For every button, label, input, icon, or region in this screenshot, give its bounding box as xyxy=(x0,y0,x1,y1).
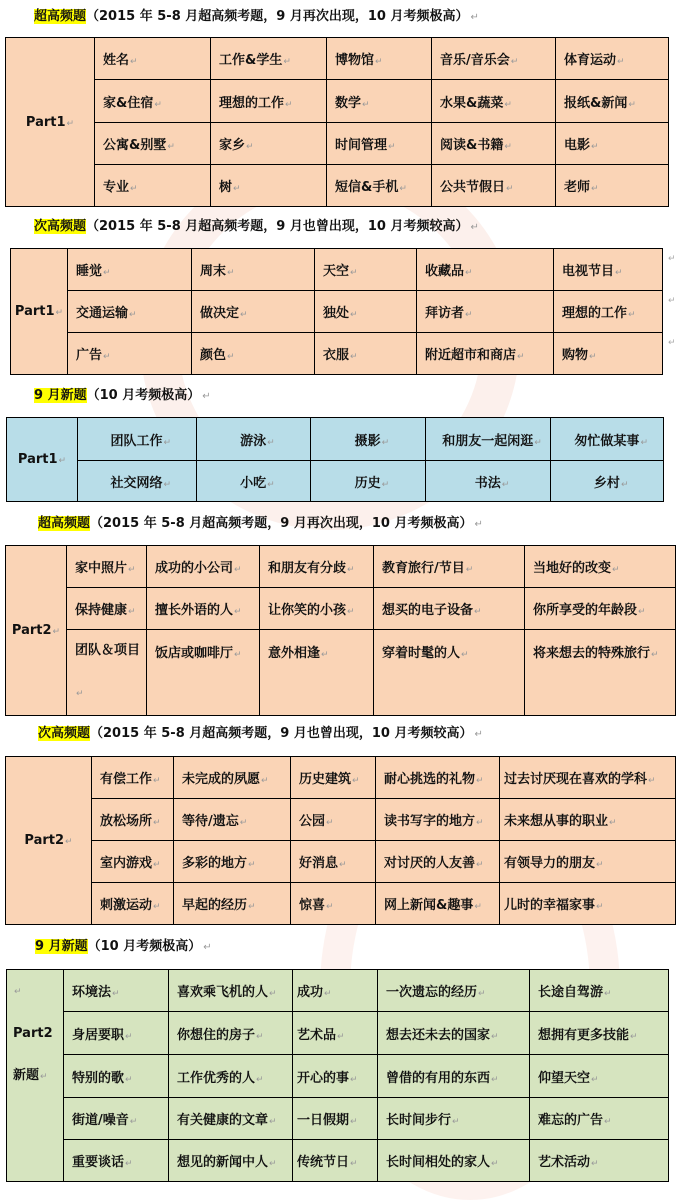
topic-cell: 艺术品↵ xyxy=(293,1012,378,1055)
topic-cell: 电视节目↵ xyxy=(554,249,663,291)
topic-cell: 等待/遗忘↵ xyxy=(174,799,291,841)
topic-cell: 穿着时髦的人↵ xyxy=(374,630,525,716)
heading-text: （2015 年 5-8 月超高频考题，9 月也曾出现，10 月考频较高） xyxy=(90,726,473,741)
topic-cell: 老师↵ xyxy=(556,165,669,207)
topic-cell: 意外相逢↵ xyxy=(260,630,374,716)
topic-cell: 室内游戏↵ xyxy=(92,841,174,883)
heading-text: （10 月考频极高） xyxy=(86,388,201,403)
topic-cell: 成功的小公司↵ xyxy=(147,546,260,588)
row-end-mark: ↵ xyxy=(668,338,676,348)
topic-cell: 有偿工作↵ xyxy=(92,757,174,799)
topic-cell: 传统节日↵ xyxy=(293,1140,378,1182)
topic-cell: 你想住的房子↵ xyxy=(169,1012,293,1055)
topic-cell: 网上新闻&趣事↵ xyxy=(376,883,500,925)
topic-cell: 睡觉↵ xyxy=(68,249,192,291)
topic-cell: 社交网络↵ xyxy=(77,461,196,502)
topic-cell: 一日假期↵ xyxy=(293,1098,378,1140)
topic-cell: 短信&手机↵ xyxy=(327,165,432,207)
heading-highlight: 次高频题 xyxy=(38,726,91,741)
topic-cell: 刺激运动↵ xyxy=(92,883,174,925)
topic-cell: 当地好的改变↵ xyxy=(525,546,676,588)
topic-cell: 想买的电子设备↵ xyxy=(374,588,525,630)
topic-cell: 想去还未去的国家↵ xyxy=(378,1012,530,1055)
topic-cell: 理想的工作↵ xyxy=(554,291,663,333)
topic-cell: 公园↵ xyxy=(291,799,376,841)
topic-cell: 专业↵ xyxy=(95,165,211,207)
topic-cell: 数学↵ xyxy=(327,80,432,123)
topic-table-part2-second-high xyxy=(5,756,676,925)
section-heading-part1-super-high: 超高频题（2015 年 5-8 月超高频考题，9 月再次出现，10 月考频极高） ↵ xyxy=(34,9,479,24)
part-number: Part2 xyxy=(13,1026,53,1041)
topic-cell: 报纸&新闻↵ xyxy=(556,80,669,123)
heading-text: （2015 年 5-8 月超高频考题，9 月再次出现，10 月考频极高） xyxy=(86,9,469,24)
topic-cell: 未完成的夙愿↵ xyxy=(174,757,291,799)
topic-cell: 家乡↵ xyxy=(211,123,327,165)
topic-cell: 教育旅行/节目↵ xyxy=(374,546,525,588)
heading-highlight: 超高频题 xyxy=(34,9,87,24)
topic-cell: 曾借的有用的东西↵ xyxy=(378,1055,530,1098)
heading-text: （10 月考频极高） xyxy=(87,939,202,954)
topic-cell: 和朋友有分歧↵ xyxy=(260,546,374,588)
topic-cell: 拜访者↵ xyxy=(417,291,554,333)
topic-cell: 交通运输↵ xyxy=(68,291,192,333)
topic-cell: 有领导力的朋友↵ xyxy=(500,841,676,883)
topic-cell: 历史建筑↵ xyxy=(291,757,376,799)
topic-cell: 颜色↵ xyxy=(192,333,315,375)
topic-cell: 附近超市和商店↵ xyxy=(417,333,554,375)
topic-cell: 重要谈话↵ xyxy=(64,1140,169,1182)
topic-cell: 想拥有更多技能↵ xyxy=(530,1012,669,1055)
topic-cell: 早起的经历↵ xyxy=(174,883,291,925)
topic-cell: 想见的新闻中人↵ xyxy=(169,1140,293,1182)
topic-cell: 儿时的幸福家事↵ xyxy=(500,883,676,925)
topic-cell: 成功↵ xyxy=(293,970,378,1012)
topic-cell: 购物↵ xyxy=(554,333,663,375)
part-label: Part1↵ xyxy=(6,38,95,207)
topic-cell: 公寓&别墅↵ xyxy=(95,123,211,165)
topic-cell: 长时间相处的家人↵ xyxy=(378,1140,530,1182)
topic-cell: 收藏品↵ xyxy=(417,249,554,291)
topic-table-part1-super-high xyxy=(5,37,669,207)
section-heading-part2-second-high: 次高频题（2015 年 5-8 月超高频考题，9 月也曾出现，10 月考频较高） ↵ xyxy=(38,726,483,741)
topic-cell: 环境法↵ xyxy=(64,970,169,1012)
part-sublabel: 新题 xyxy=(13,1068,40,1083)
topic-cell: 游泳↵ xyxy=(196,418,311,461)
part-label: Part2↵ xyxy=(6,757,92,925)
topic-cell: 家中照片↵ xyxy=(67,546,147,588)
topic-cell: 衣服↵ xyxy=(315,333,417,375)
topic-cell: 艺术活动↵ xyxy=(530,1140,669,1182)
row-end-mark: ↵ xyxy=(668,254,676,264)
heading-highlight: 9 月新题 xyxy=(35,939,88,954)
topic-cell: 身居要职↵ xyxy=(64,1012,169,1055)
topic-cell: 姓名↵ xyxy=(95,38,211,80)
topic-cell: 家&住宿↵ xyxy=(95,80,211,123)
topic-cell: 过去讨厌现在喜欢的学科↵ xyxy=(500,757,676,799)
topic-cell: 书法↵ xyxy=(425,461,551,502)
topic-cell: 乡村↵ xyxy=(551,461,664,502)
heading-highlight: 超高频题 xyxy=(38,516,91,531)
topic-cell: 历史↵ xyxy=(311,461,426,502)
topic-cell: 周末↵ xyxy=(192,249,315,291)
topic-cell: 惊喜↵ xyxy=(291,883,376,925)
topic-cell: 仰望天空↵ xyxy=(530,1055,669,1098)
topic-cell: 团队工作↵ xyxy=(77,418,196,461)
topic-cell: 独处↵ xyxy=(315,291,417,333)
topic-table-part1-september-new xyxy=(6,417,664,502)
topic-cell: 读书写字的地方↵ xyxy=(376,799,500,841)
topic-cell: 广告↵ xyxy=(68,333,192,375)
topic-cell: 公共节假日↵ xyxy=(432,165,556,207)
topic-cell: 喜欢乘飞机的人↵ xyxy=(169,970,293,1012)
topic-cell: 好消息↵ xyxy=(291,841,376,883)
topic-cell: 特别的歌↵ xyxy=(64,1055,169,1098)
part-label: ↵ Part2 新题↵ xyxy=(7,970,64,1182)
part-label: Part1↵ xyxy=(7,418,78,502)
topic-cell: 理想的工作↵ xyxy=(211,80,327,123)
part-label: Part2↵ xyxy=(6,546,67,716)
topic-cell: 一次遗忘的经历↵ xyxy=(378,970,530,1012)
topic-cell: 开心的事↵ xyxy=(293,1055,378,1098)
section-heading-part1-september-new: 9 月新题（10 月考频极高） ↵ xyxy=(34,388,211,403)
topic-cell: 对讨厌的人友善↵ xyxy=(376,841,500,883)
topic-table-part2-september-new xyxy=(6,969,669,1182)
topic-cell: 擅长外语的人↵ xyxy=(147,588,260,630)
topic-cell: 街道/噪音↵ xyxy=(64,1098,169,1140)
topic-cell: 匆忙做某事↵ xyxy=(551,418,664,461)
topic-cell: 让你笑的小孩↵ xyxy=(260,588,374,630)
topic-cell: 和朋友一起闲逛↵ xyxy=(425,418,551,461)
topic-cell: 摄影↵ xyxy=(311,418,426,461)
topic-cell: 保持健康↵ xyxy=(67,588,147,630)
topic-cell: 阅读&书籍↵ xyxy=(432,123,556,165)
topic-cell: 饭店或咖啡厅↵ xyxy=(147,630,260,716)
topic-cell: 长时间步行↵ xyxy=(378,1098,530,1140)
topic-cell: 音乐/音乐会↵ xyxy=(432,38,556,80)
topic-cell: 团队＆项目↵ xyxy=(67,630,147,716)
heading-text: （2015 年 5-8 月超高频考题，9 月也曾出现，10 月考频较高） xyxy=(86,219,469,234)
topic-cell: 水果&蔬菜↵ xyxy=(432,80,556,123)
section-heading-part2-super-high: 超高频题（2015 年 5-8 月超高频考题，9 月再次出现，10 月考频极高） ↵ xyxy=(38,516,483,531)
topic-cell: 树↵ xyxy=(211,165,327,207)
topic-cell: 小吃↵ xyxy=(196,461,311,502)
row-end-mark: ↵ xyxy=(668,296,676,306)
topic-cell: 工作&学生↵ xyxy=(211,38,327,80)
topic-cell: 难忘的广告↵ xyxy=(530,1098,669,1140)
topic-cell: 时间管理↵ xyxy=(327,123,432,165)
section-heading-part1-second-high: 次高频题（2015 年 5-8 月超高频考题，9 月也曾出现，10 月考频较高） ↵ xyxy=(34,219,479,234)
heading-highlight: 9 月新题 xyxy=(34,388,87,403)
topic-cell: 多彩的地方↵ xyxy=(174,841,291,883)
topic-cell: 你所享受的年龄段↵ xyxy=(525,588,676,630)
topic-table-part1-second-high xyxy=(10,248,663,375)
topic-cell: 未来想从事的职业↵ xyxy=(500,799,676,841)
topic-cell: 将来想去的特殊旅行↵ xyxy=(525,630,676,716)
topic-cell: 有关健康的文章↵ xyxy=(169,1098,293,1140)
topic-cell: 长途自驾游↵ xyxy=(530,970,669,1012)
topic-cell: 工作优秀的人↵ xyxy=(169,1055,293,1098)
topic-cell: 天空↵ xyxy=(315,249,417,291)
topic-cell: 放松场所↵ xyxy=(92,799,174,841)
topic-cell: 体育运动↵ xyxy=(556,38,669,80)
topic-cell: 耐心挑选的礼物↵ xyxy=(376,757,500,799)
heading-highlight: 次高频题 xyxy=(34,219,87,234)
topic-cell: 电影↵ xyxy=(556,123,669,165)
topic-cell: 做决定↵ xyxy=(192,291,315,333)
heading-text: （2015 年 5-8 月超高频考题，9 月再次出现，10 月考频极高） xyxy=(90,516,473,531)
topic-table-part2-super-high xyxy=(5,545,676,716)
part-label: Part1↵ xyxy=(11,249,68,375)
topic-cell: 博物馆↵ xyxy=(327,38,432,80)
section-heading-part2-september-new: 9 月新题（10 月考频极高） ↵ xyxy=(35,939,212,954)
